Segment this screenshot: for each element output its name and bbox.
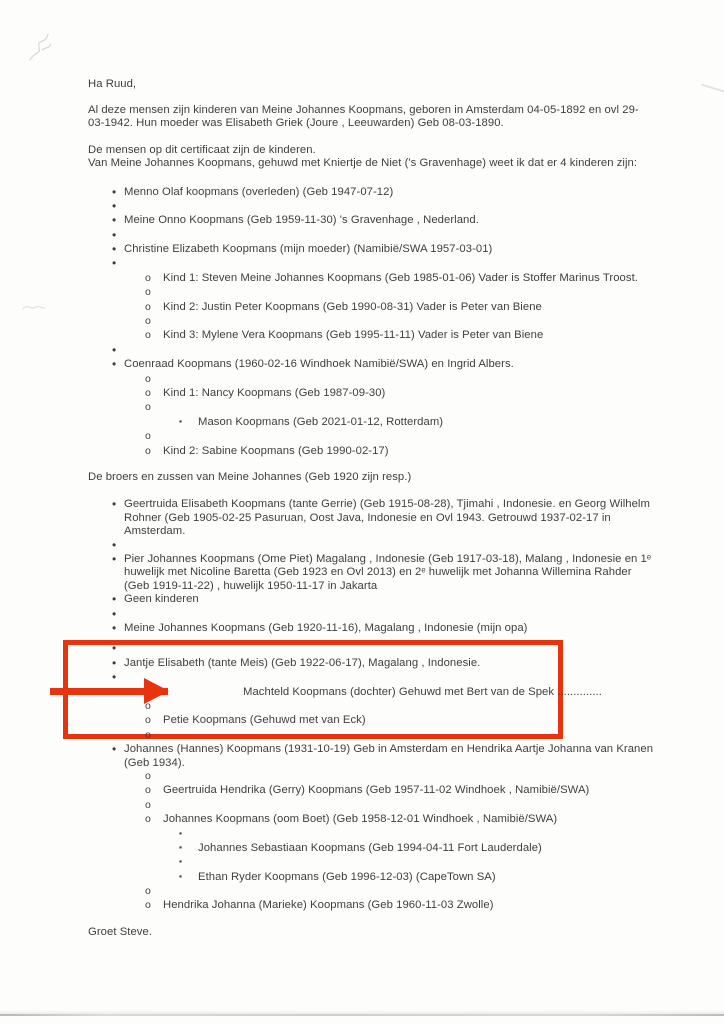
- circle-bullet-icon: [145, 430, 151, 443]
- list-item-text: Kind 2: Sabine Koopmans (Geb 1990-02-17): [163, 444, 389, 457]
- bullet-icon: [112, 642, 116, 656]
- list-item-text: Johannes Sebastiaan Koopmans (Geb 1994-04-11 Fort Lauderdale): [198, 841, 542, 854]
- list-item: [88, 871, 654, 885]
- bullet-icon: [112, 243, 116, 257]
- circle-bullet-icon: [145, 272, 151, 285]
- list-item-text: Geertruida Elisabeth Koopmans (tante Gerrie) (Geb 1915-08-28), Tjimahi , Indonesie. en Georg Wilhelm Rohner (Geb 1905-02-25 Pasuruan, Oost Java, Indonesie en Ovl 1943. Getrouwd 1937-02-17 in Amsterdam.: [124, 498, 650, 538]
- page-bottom-edge: [0, 1014, 724, 1016]
- circle-bullet-icon: [145, 813, 151, 826]
- list-item: [88, 714, 654, 728]
- list-item-text: Pier Johannes Koopmans (Ome Piet) Magalang , Indonesie (Geb 1917-03-18), Malang , Indonesie en 1ᵉ huwelijk met Nicoline Baretta (Geb 1923 en Ovl 2013) en 2ᵉ huwelijk met Johanna Willemina Rahder (Geb 1919-11-22) , huwelijk 1950-11-17 in Jakarta: [124, 553, 652, 592]
- list-item: [88, 885, 654, 899]
- closing: Groet Steve.: [88, 925, 153, 938]
- list-item: [88, 200, 654, 214]
- list-item: [88, 828, 654, 842]
- square-bullet-icon: [179, 856, 182, 869]
- scan-edge-artifact: [701, 84, 724, 94]
- list-item: [88, 642, 654, 656]
- list-item-text: Geen kinderen: [124, 593, 199, 606]
- list-item: [88, 608, 654, 622]
- square-bullet-icon: [179, 416, 182, 429]
- square-bullet-icon: [179, 842, 182, 855]
- circle-bullet-icon: [145, 885, 151, 898]
- annotation-arrow-head-icon: [144, 678, 169, 704]
- list-item: [88, 214, 654, 228]
- list-item-text: Kind 1: Steven Meine Johannes Koopmans (Geb 1985-01-06) Vader is Stoffer Marinus Troost.: [163, 271, 638, 284]
- list-item-machteld: [88, 686, 654, 700]
- circle-bullet-icon: [145, 770, 151, 783]
- list-item-text: Ethan Ryder Koopmans (Geb 1996-12-03) (CapeTown SA): [198, 870, 496, 883]
- list-item-text: Petie Koopmans (Gehuwd met van Eck): [163, 714, 366, 727]
- list-item-text: Kind 3: Mylene Vera Koopmans (Geb 1995-11-11) Vader is Peter van Biene: [163, 329, 544, 342]
- list-item-text: Machteld Koopmans (dochter) Gehuwd met Bert van de Spek ..............: [243, 685, 602, 698]
- circle-bullet-icon: [145, 387, 151, 400]
- circle-bullet-icon: [145, 729, 151, 742]
- circle-bullet-icon: [145, 329, 151, 342]
- circle-bullet-icon: [145, 301, 151, 314]
- circle-bullet-icon: [145, 286, 151, 299]
- list-item-text: Menno Olaf koopmans (overleden) (Geb 1947-07-12): [124, 185, 394, 198]
- list-item: [88, 186, 654, 200]
- list-item-text: Meine Johannes Koopmans (Geb 1920-11-16), Magalang , Indonesie (mijn opa): [124, 622, 528, 635]
- list-item: [88, 729, 654, 743]
- list-item: [88, 784, 654, 798]
- bullet-icon: [112, 743, 116, 757]
- list-item-text: Kind 2: Justin Peter Koopmans (Geb 1990-08-31) Vader is Peter van Biene: [163, 300, 542, 313]
- list-item: [88, 671, 654, 685]
- greeting: Ha Ruud,: [88, 78, 137, 90]
- list-item-text: Hendrika Johanna (Marieke) Koopmans (Geb 1960-11-03 Zwolle): [163, 899, 494, 912]
- circle-bullet-icon: [145, 714, 151, 727]
- bullet-icon: [112, 229, 116, 243]
- list-item: [88, 229, 654, 243]
- list-item: [88, 329, 654, 343]
- circle-bullet-icon: [145, 401, 151, 414]
- bullet-icon: [112, 200, 116, 214]
- bullet-icon: [112, 593, 116, 607]
- list-item: [88, 593, 654, 607]
- bullet-icon: [112, 539, 116, 553]
- list-item: [88, 842, 654, 856]
- square-bullet-icon: [179, 828, 182, 841]
- bullet-icon: [112, 344, 116, 358]
- bullet-icon: [112, 622, 116, 636]
- list-item-text: Johannes (Hannes) Koopmans (1931-10-19) Geb in Amsterdam en Hendrika Aartje Johanna van Kranen (Geb 1934).: [124, 743, 654, 769]
- circle-bullet-icon: [145, 445, 151, 458]
- list-item-text: Meine Onno Koopmans (Geb 1959-11-30) 's Gravenhage , Nederland.: [124, 214, 479, 227]
- list-item: [88, 401, 654, 415]
- bullet-icon: [112, 671, 116, 685]
- siblings-list-bottom: [88, 743, 654, 914]
- bullet-icon: [112, 214, 116, 228]
- list-item: [88, 899, 654, 913]
- list-item: [88, 286, 654, 300]
- list-item: [88, 373, 654, 387]
- siblings-list-top: [88, 498, 654, 636]
- list-item: [88, 856, 654, 870]
- circle-bullet-icon: [145, 899, 151, 912]
- bullet-icon: [112, 257, 116, 271]
- list-item: [88, 358, 654, 372]
- bullet-icon: [112, 553, 116, 567]
- siblings-heading: De broers en zussen van Meine Johannes (Geb 1920 zijn resp.): [88, 470, 412, 483]
- list-item: [88, 387, 654, 401]
- intro-paragraph: Al deze mensen zijn kinderen van Meine Johannes Koopmans, geboren in Amsterdam 04-05-1892 en ovl 29-03-1942. Hun moeder was Elisabeth Griek (Joure , Leeuwarden) Geb 08-03-1890.: [88, 103, 639, 129]
- list-item: [88, 657, 654, 671]
- list-item-text: Kind 1: Nancy Koopmans (Geb 1987-09-30): [163, 386, 386, 399]
- children-list: [88, 186, 654, 459]
- list-item: [88, 243, 654, 257]
- annotated-region: [88, 642, 654, 743]
- list-item: [88, 315, 654, 329]
- four-children-line: Van Meine Johannes Koopmans, gehuwd met Kniertje de Niet ('s Gravenhage) weet ik dat er 4 kinderen zijn:: [88, 157, 638, 169]
- list-item: [88, 301, 654, 315]
- bullet-icon: [112, 186, 116, 200]
- list-item: [88, 770, 654, 784]
- bullet-icon: [112, 608, 116, 622]
- list-item: [88, 700, 654, 714]
- letter-content: [88, 78, 654, 939]
- certificate-line: De mensen op dit certificaat zijn de kinderen.: [88, 143, 316, 156]
- circle-bullet-icon: [145, 373, 151, 386]
- certificate-paragraph: [88, 144, 654, 171]
- bullet-icon: [112, 498, 116, 512]
- list-item: [88, 553, 654, 593]
- list-item-text: Coenraad Koopmans (1960-02-16 Windhoek Namibië/SWA) en Ingrid Albers.: [124, 358, 514, 371]
- smudge-mark: [20, 300, 48, 316]
- list-item-text: Geertruida Hendrika (Gerry) Koopmans (Geb 1957-11-02 Windhoek , Namibië/SWA): [163, 784, 590, 797]
- bullet-icon: [112, 358, 116, 372]
- list-item-text: Jantje Elisabeth (tante Meis) (Geb 1922-06-17), Magalang , Indonesie.: [124, 656, 481, 669]
- list-item: [88, 430, 654, 444]
- list-item-text: Mason Koopmans (Geb 2021-01-12, Rotterdam): [198, 415, 444, 428]
- list-item-text: Christine Elizabeth Koopmans (mijn moeder) (Namibië/SWA 1957-03-01): [124, 243, 493, 256]
- list-item: [88, 539, 654, 553]
- list-item: [88, 813, 654, 827]
- list-item: [88, 743, 654, 770]
- list-item: [88, 498, 654, 538]
- list-item: [88, 272, 654, 286]
- list-item: [88, 799, 654, 813]
- pencil-mark: [26, 20, 68, 66]
- list-item: [88, 257, 654, 271]
- list-item: [88, 622, 654, 636]
- bullet-icon: [112, 657, 116, 671]
- circle-bullet-icon: [145, 315, 151, 328]
- circle-bullet-icon: [145, 799, 151, 812]
- list-item-text: Johannes Koopmans (oom Boet) (Geb 1958-12-01 Windhoek , Namibië/SWA): [163, 813, 558, 826]
- list-item: [88, 416, 654, 430]
- list-item: [88, 445, 654, 459]
- circle-bullet-icon: [145, 784, 151, 797]
- square-bullet-icon: [179, 871, 182, 884]
- list-item: [88, 344, 654, 358]
